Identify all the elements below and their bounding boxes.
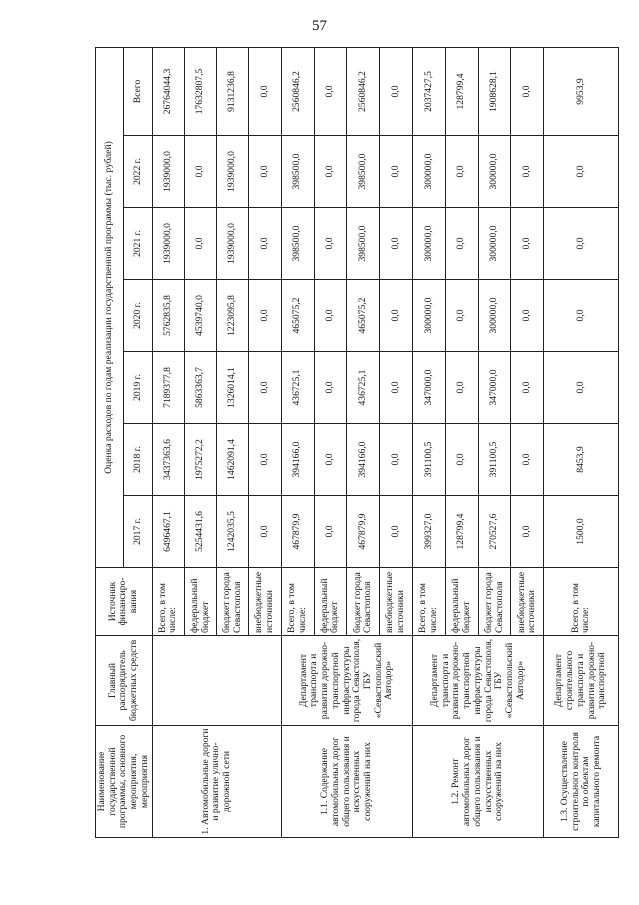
header-source: Источник финансиро-вания [96, 568, 153, 636]
executor: Департамент транспорта и развития дорожно-транспортной инфраструктуры города Севастополя, ГБУ «Севастопольский Автодор» [413, 636, 544, 726]
page-number: 57 [312, 18, 327, 34]
value-cell: 5762835,8 [152, 280, 184, 352]
value-cell: 0,0 [445, 352, 478, 424]
value-cell: 0,0 [314, 136, 347, 208]
total-cell: 17632807,5 [184, 47, 216, 135]
value-cell: 347000,0 [413, 352, 446, 424]
funding-source: бюджет города Севастополя [217, 568, 249, 636]
value-cell: 0,0 [544, 136, 619, 208]
value-cell: 0,0 [314, 208, 347, 280]
value-cell: 270527,6 [478, 496, 511, 568]
value-cell: 0,0 [544, 280, 619, 352]
value-cell: 0,0 [380, 280, 413, 352]
table-row [281, 47, 314, 837]
value-cell: 0,0 [511, 208, 544, 280]
funding-source: федеральный бюджет [184, 568, 216, 636]
value-cell: 0,0 [314, 280, 347, 352]
value-cell: 0,0 [380, 352, 413, 424]
measure-name: 1. Автомобильные дороги и развитие улично-дорожной сети [152, 726, 281, 838]
value-cell: 0,0 [249, 352, 281, 424]
value-cell: 0,0 [184, 136, 216, 208]
value-cell: 0,0 [249, 424, 281, 496]
value-cell: 1462091,4 [217, 424, 249, 496]
executor [152, 636, 281, 726]
value-cell: 0,0 [380, 136, 413, 208]
header-total: Всего [124, 47, 152, 135]
value-cell: 398500,0 [281, 208, 314, 280]
funding-source: бюджет города Севастополя [478, 568, 511, 636]
header-name: Наименование государственной программы, основного мероприятия, мероприятия [96, 726, 153, 838]
value-cell: 398500,0 [347, 136, 380, 208]
funding-source: бюджет города Севастополя [347, 568, 380, 636]
value-cell: 0,0 [445, 208, 478, 280]
header-year: 2020 г. [124, 280, 152, 352]
value-cell: 0,0 [314, 496, 347, 568]
value-cell: 0,0 [445, 280, 478, 352]
value-cell: 0,0 [184, 208, 216, 280]
header-year: 2021 г. [124, 208, 152, 280]
funding-source: Всего, в том числе: [152, 568, 184, 636]
total-cell: 2560846,2 [347, 47, 380, 135]
value-cell: 1326014,1 [217, 352, 249, 424]
value-cell: 467879,9 [281, 496, 314, 568]
value-cell: 0,0 [544, 208, 619, 280]
value-cell: 0,0 [511, 496, 544, 568]
funding-source: Всего, в том числе: [281, 568, 314, 636]
value-cell: 0,0 [380, 496, 413, 568]
value-cell: 300000,0 [478, 280, 511, 352]
total-cell: 9131236,8 [217, 47, 249, 135]
value-cell: 3437363,6 [152, 424, 184, 496]
measure-name: 1.2. Ремонт автомобильных дорог общего пользования и искусственных сооружений на них [413, 726, 544, 838]
value-cell: 0,0 [249, 496, 281, 568]
measure-name: 1.1. Содержание автомобильных дорог общего пользования и искусственных сооружений на них [281, 726, 412, 838]
budget-table [95, 47, 619, 838]
value-cell: 0,0 [445, 424, 478, 496]
value-cell: 1500,0 [544, 496, 619, 568]
value-cell: 398500,0 [281, 136, 314, 208]
total-cell: 1908628,1 [478, 47, 511, 135]
value-cell: 0,0 [511, 280, 544, 352]
total-cell: 9953,9 [544, 47, 619, 135]
table-row [152, 47, 184, 837]
value-cell: 1939000,0 [152, 208, 184, 280]
value-cell: 0,0 [511, 352, 544, 424]
value-cell: 0,0 [380, 424, 413, 496]
value-cell: 398500,0 [347, 208, 380, 280]
value-cell: 394166,0 [347, 424, 380, 496]
value-cell: 467879,9 [347, 496, 380, 568]
value-cell: 300000,0 [478, 208, 511, 280]
header-year: 2019 г. [124, 352, 152, 424]
executor: Департамент строительного транспорта и развития дорожно-транспортной [544, 636, 619, 726]
value-cell: 465075,2 [347, 280, 380, 352]
value-cell: 1223095,8 [217, 280, 249, 352]
value-cell: 5254431,6 [184, 496, 216, 568]
header-executor: Главный распорядитель бюджетных средств [96, 636, 153, 726]
value-cell: 391100,5 [478, 424, 511, 496]
funding-source: федеральный бюджет [314, 568, 347, 636]
value-cell: 300000,0 [413, 280, 446, 352]
header-year: 2022 г. [124, 136, 152, 208]
value-cell: 8453,9 [544, 424, 619, 496]
value-cell: 1939000,0 [217, 208, 249, 280]
value-cell: 4539740,0 [184, 280, 216, 352]
value-cell: 0,0 [380, 208, 413, 280]
value-cell: 394166,0 [281, 424, 314, 496]
funding-source: внебюджетные источники [249, 568, 281, 636]
funding-source: внебюджетные источники [380, 568, 413, 636]
executor: Департамент транспорта и развития дорожно-транспортной инфраструктуры города Севастополя, ГБУ «Севастопольский Автодор» [281, 636, 412, 726]
value-cell: 0,0 [445, 136, 478, 208]
value-cell: 0,0 [314, 352, 347, 424]
funding-source: Всего, в том числе: [544, 568, 619, 636]
header-year: 2017 г. [124, 496, 152, 568]
value-cell: 1975272,2 [184, 424, 216, 496]
total-cell: 2037427,5 [413, 47, 446, 135]
value-cell: 0,0 [249, 208, 281, 280]
value-cell: 0,0 [249, 280, 281, 352]
measure-name: 1.3. Осуществление строительного контроля по объектам капитального ремонта [544, 726, 619, 838]
value-cell: 347000,0 [478, 352, 511, 424]
value-cell: 300000,0 [478, 136, 511, 208]
value-cell: 5863363,7 [184, 352, 216, 424]
value-cell: 300000,0 [413, 136, 446, 208]
value-cell: 0,0 [511, 424, 544, 496]
funding-source: федеральный бюджет [445, 568, 478, 636]
funding-source: Всего, в том числе: [413, 568, 446, 636]
total-cell: 0,0 [249, 47, 281, 135]
header-year: 2018 г. [124, 424, 152, 496]
value-cell: 436725,1 [281, 352, 314, 424]
value-cell: 300000,0 [413, 208, 446, 280]
total-cell: 0,0 [380, 47, 413, 135]
funding-source: внебюджетные источники [511, 568, 544, 636]
value-cell: 6496467,1 [152, 496, 184, 568]
value-cell: 0,0 [249, 136, 281, 208]
total-cell: 0,0 [511, 47, 544, 135]
header-estimate: Оценка расходов по годам реализации государственной программы (тыс. рублей) [96, 47, 124, 567]
value-cell: 399327,0 [413, 496, 446, 568]
table-row [544, 47, 619, 837]
value-cell: 1939000,0 [152, 136, 184, 208]
value-cell: 0,0 [314, 424, 347, 496]
value-cell: 128799,4 [445, 496, 478, 568]
value-cell: 391100,5 [413, 424, 446, 496]
value-cell: 7189377,8 [152, 352, 184, 424]
value-cell: 465075,2 [281, 280, 314, 352]
table-row [413, 47, 446, 837]
total-cell: 0,0 [314, 47, 347, 135]
total-cell: 2560846,2 [281, 47, 314, 135]
value-cell: 1242035,5 [217, 496, 249, 568]
value-cell: 436725,1 [347, 352, 380, 424]
rotated-table-container [95, 48, 608, 838]
value-cell: 1939000,0 [217, 136, 249, 208]
value-cell: 0,0 [544, 352, 619, 424]
total-cell: 128799,4 [445, 47, 478, 135]
value-cell: 0,0 [511, 136, 544, 208]
total-cell: 26764044,3 [152, 47, 184, 135]
table-body [152, 47, 619, 837]
